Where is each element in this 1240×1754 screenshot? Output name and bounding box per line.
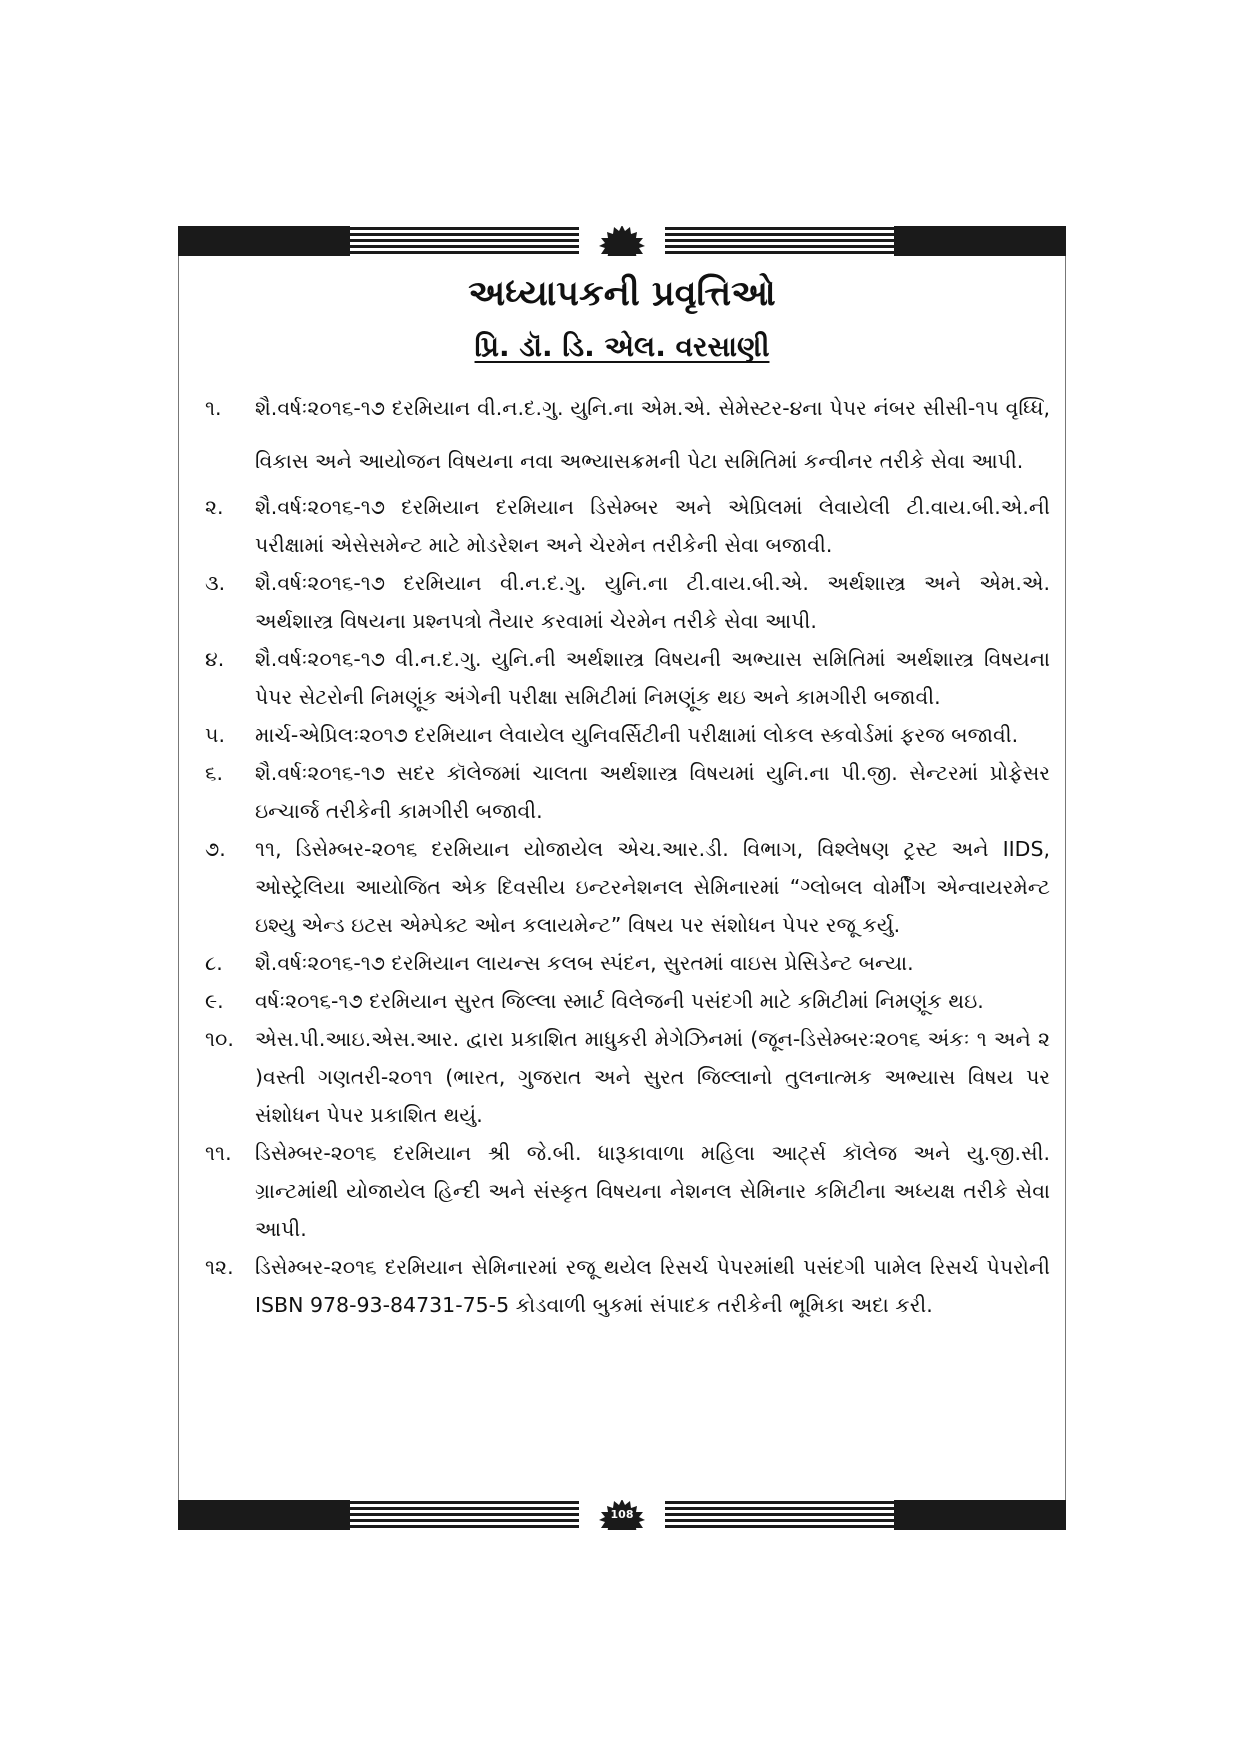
list-item	[205, 564, 1050, 640]
list-item	[205, 1020, 1050, 1134]
item-text: શૈ.વર્ષઃ૨૦૧૬-૧૭ દરમિયાન દરમિયાન ડિસેમ્બર અને એપ્રિલમાં લેવાયેલી ટી.વાય.બી.એ.ની પરીક્ષામાં એસેસમેન્ટ માટે મોડરેશન અને ચેરમેન તરીકેની સેવા બજાવી.	[255, 495, 1050, 557]
page-number: 108	[610, 1508, 634, 1521]
item-text: એસ.પી.આઇ.એસ.આર. દ્વારા પ્રકાશિત માધુકરી મેગેઝિનમાં (જૂન-ડિસેમ્બરઃ૨૦૧૬ અંકઃ ૧ અને ૨ )વસ્તી ગણતરી-૨૦૧૧ (ભારત, ગુજરાત અને સુરત જિલ્લાનો તુલનાત્મક અભ્યાસ વિષય પર સંશોધન પેપર પ્રકાશિત થયું.	[255, 1027, 1050, 1127]
list-item	[205, 640, 1050, 716]
list-item	[205, 1134, 1050, 1248]
item-text: શૈ.વર્ષઃ૨૦૧૬-૧૭ દરમિયાન વી.ન.દ.ગુ. યુનિ.ના એમ.એ. સેમેસ્ટર-૪ના પેપર નંબર સીસી-૧૫ વૃધ્ધિ, વિકાસ અને આયોજન વિષયના નવા અભ્યાસક્રમની પેટા સમિતિમાં કન્વીનર તરીકે સેવા આપી.	[255, 396, 1050, 473]
list-item	[205, 754, 1050, 830]
item-text: ડિસેમ્બર-૨૦૧૬ દરમિયાન શ્રી જે.બી. ધારૂકાવાળા મહિલા આર્ટ્સ કૉલેજ અને યુ.જી.સી. ગ્રાન્ટમાંથી યોજાયેલ હિન્દી અને સંસ્કૃત વિષયના નેશનલ સેમિનાર કમિટીના અધ્યક્ષ તરીકે સેવા આપી.	[255, 1141, 1050, 1241]
item-number: ૧૧.	[205, 1141, 232, 1165]
sun-ornament-icon	[599, 226, 645, 256]
item-number: ૨.	[205, 495, 224, 519]
item-text: ડિસેમ્બર-૨૦૧૬ દરમિયાન સેમિનારમાં રજૂ થયેલ રિસર્ચ પેપરમાંથી પસંદગી પામેલ રિસર્ચ પેપરોની ISBN 978-93-84731-75-5 કોડવાળી બુકમાં સંપાદક તરીકેની ભૂમિકા અદા કરી.	[255, 1255, 1050, 1317]
item-text: વર્ષઃ૨૦૧૬-૧૭ દરમિયાન સુરત જિલ્લા સ્માર્ટ વિલેજની પસંદગી માટે કમિટીમાં નિમણૂંક થઇ.	[255, 989, 984, 1013]
item-text: શૈ.વર્ષઃ૨૦૧૬-૧૭ દરમિયાન લાયન્સ કલબ સ્પંદન, સુરતમાં વાઇસ પ્રેસિડેન્ટ બન્યા.	[255, 951, 914, 975]
item-text: શૈ.વર્ષઃ૨૦૧૬-૧૭ સદર કૉલેજમાં ચાલતા અર્થશાસ્ત્ર વિષયમાં યુનિ.ના પી.જી. સેન્ટરમાં પ્રોફેસર ઇન્ચાર્જ તરીકેની કામગીરી બજાવી.	[255, 761, 1050, 823]
item-number: ૯.	[205, 989, 224, 1013]
list-item	[205, 982, 1050, 1020]
footer-band	[178, 1500, 1066, 1530]
item-text: માર્ચ-એપ્રિલઃ૨૦૧૭ દરમિયાન લેવાયેલ યુનિવર્સિટીની પરીક્ષામાં લોકલ સ્કવોર્ડમાં ફરજ બજાવી.	[255, 723, 1019, 747]
item-text: શૈ.વર્ષઃ૨૦૧૬-૧૭ દરમિયાન વી.ન.દ.ગુ. યુનિ.ના ટી.વાય.બી.એ. અર્થશાસ્ત્ર અને એમ.એ. અર્થશાસ્ત્ર વિષયના પ્રશ્નપત્રો તૈયાર કરવામાં ચેરમેન તરીકે સેવા આપી.	[255, 571, 1050, 633]
author-name: પ્રિ. ડૉ. ડિ. એલ. વરસાણી	[474, 330, 770, 363]
item-number: ૬.	[205, 761, 223, 785]
header-band	[178, 226, 1066, 256]
list-item	[205, 716, 1050, 754]
item-number: ૧૨.	[205, 1255, 234, 1279]
item-number: ૫.	[205, 723, 225, 747]
item-number: ૧૦.	[205, 1027, 234, 1051]
list-item	[205, 1248, 1050, 1324]
list-item	[205, 382, 1050, 488]
list-item	[205, 944, 1050, 982]
list-item	[205, 488, 1050, 564]
item-number: ૮.	[205, 951, 223, 975]
activity-list	[205, 382, 1050, 1324]
item-number: ૩.	[205, 571, 226, 595]
page-title: અધ્યાપકની પ્રવૃત્તિઓ	[468, 274, 776, 314]
item-number: ૭.	[205, 837, 226, 861]
item-text: શૈ.વર્ષઃ૨૦૧૬-૧૭ વી.ન.દ.ગુ. યુનિ.ની અર્થશાસ્ત્ર વિષયની અભ્યાસ સમિતિમાં અર્થશાસ્ત્ર વિષયના પેપર સેટરોની નિમણૂંક અંગેની પરીક્ષા સમિટીમાં નિમણૂંક થઇ અને કામગીરી બજાવી.	[255, 647, 1050, 709]
list-item	[205, 830, 1050, 944]
item-number: ૧.	[205, 396, 222, 420]
item-text: ૧૧, ડિસેમ્બર-૨૦૧૬ દરમિયાન યોજાયેલ એચ.આર.ડી. વિભાગ, વિશ્લેષણ ટ્રસ્ટ અને IIDS, ઓસ્ટ્રેલિયા આયોજિત એક દિવસીય ઇન્ટરનેશનલ સેમિનારમાં “ગ્લોબલ વોર્મીંગ એન્વાયરમેન્ટ ઇશ્યુ એન્ડ ઇટસ એમ્પેક્ટ ઓન કલાયમેન્ટ” વિષય પર સંશોધન પેપર રજૂ કર્યુ.	[255, 837, 1050, 937]
item-number: ૪.	[205, 647, 225, 671]
